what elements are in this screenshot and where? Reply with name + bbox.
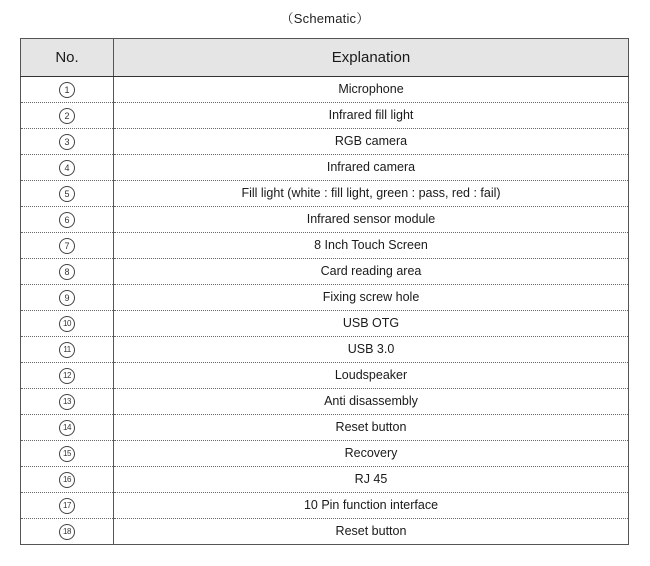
row-explanation: Infrared sensor module	[114, 207, 629, 233]
circled-number: 17	[59, 498, 75, 514]
table-row	[21, 363, 629, 389]
table-row	[21, 103, 629, 129]
circled-number: 7	[59, 238, 75, 254]
row-explanation: Loudspeaker	[114, 363, 629, 389]
table-row	[21, 493, 629, 519]
row-explanation: Reset button	[114, 415, 629, 441]
circled-number: 8	[59, 264, 75, 280]
circled-number: 3	[59, 134, 75, 150]
table-row	[21, 467, 629, 493]
row-explanation: USB OTG	[114, 311, 629, 337]
circled-number: 2	[59, 108, 75, 124]
row-number-cell	[21, 363, 114, 389]
table-row	[21, 337, 629, 363]
row-number-cell	[21, 285, 114, 311]
row-explanation: USB 3.0	[114, 337, 629, 363]
row-explanation: Anti disassembly	[114, 389, 629, 415]
circled-number: 9	[59, 290, 75, 306]
row-number-cell	[21, 233, 114, 259]
table-row	[21, 77, 629, 103]
table-row	[21, 285, 629, 311]
circled-number: 1	[59, 82, 75, 98]
row-number-cell	[21, 155, 114, 181]
row-explanation: Reset button	[114, 519, 629, 545]
circled-number: 14	[59, 420, 75, 436]
row-number-cell	[21, 181, 114, 207]
table-row	[21, 207, 629, 233]
circled-number: 12	[59, 368, 75, 384]
row-number-cell	[21, 441, 114, 467]
row-explanation: RGB camera	[114, 129, 629, 155]
table-row	[21, 259, 629, 285]
table-row	[21, 233, 629, 259]
table-row	[21, 415, 629, 441]
table-row	[21, 155, 629, 181]
row-explanation: RJ 45	[114, 467, 629, 493]
row-number-cell	[21, 337, 114, 363]
circled-number: 15	[59, 446, 75, 462]
table-row	[21, 519, 629, 545]
row-number-cell	[21, 103, 114, 129]
row-number-cell	[21, 389, 114, 415]
circled-number: 4	[59, 160, 75, 176]
row-number-cell	[21, 259, 114, 285]
table-row	[21, 441, 629, 467]
row-explanation: 10 Pin function interface	[114, 493, 629, 519]
circled-number: 6	[59, 212, 75, 228]
row-explanation: 8 Inch Touch Screen	[114, 233, 629, 259]
row-number-cell	[21, 467, 114, 493]
row-explanation: Microphone	[114, 77, 629, 103]
table-row	[21, 311, 629, 337]
row-number-cell	[21, 129, 114, 155]
circled-number: 13	[59, 394, 75, 410]
component-table	[20, 38, 629, 545]
circled-number: 11	[59, 342, 75, 358]
row-explanation: Infrared camera	[114, 155, 629, 181]
row-number-cell	[21, 311, 114, 337]
header-no: No.	[21, 39, 114, 77]
row-number-cell	[21, 493, 114, 519]
header-explanation: Explanation	[114, 39, 629, 77]
row-number-cell	[21, 519, 114, 545]
row-explanation: Infrared fill light	[114, 103, 629, 129]
row-number-cell	[21, 207, 114, 233]
row-explanation: Fill light (white : fill light, green : pass, red : fail)	[114, 181, 629, 207]
row-explanation: Card reading area	[114, 259, 629, 285]
row-number-cell	[21, 415, 114, 441]
table-row	[21, 389, 629, 415]
table-row	[21, 129, 629, 155]
row-number-cell	[21, 77, 114, 103]
circled-number: 16	[59, 472, 75, 488]
circled-number: 5	[59, 186, 75, 202]
table-caption: （Schematic）	[280, 11, 370, 26]
table-header-row	[21, 39, 629, 77]
table-row	[21, 181, 629, 207]
circled-number: 10	[59, 316, 75, 332]
circled-number: 18	[59, 524, 75, 540]
row-explanation: Fixing screw hole	[114, 285, 629, 311]
row-explanation: Recovery	[114, 441, 629, 467]
